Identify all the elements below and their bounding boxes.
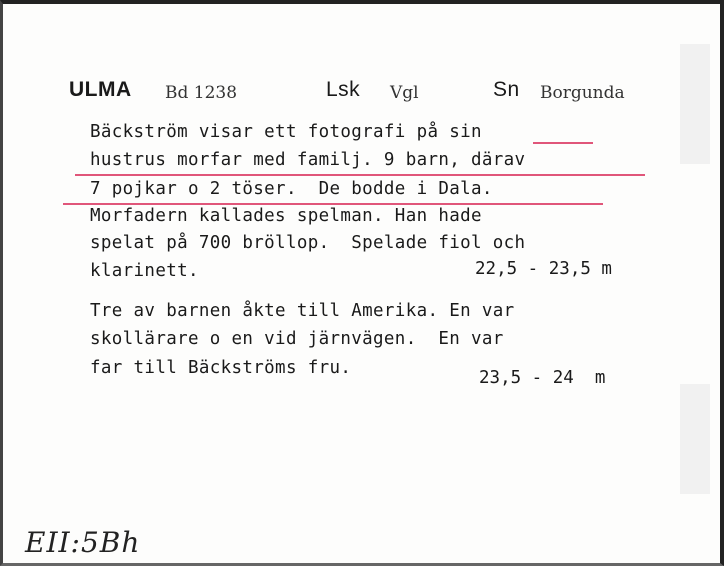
sn-label: Sn: [493, 78, 520, 101]
card-name: ULMA: [69, 78, 132, 101]
text-line: skollärare o en vid järnvägen. En var: [90, 329, 504, 349]
text-line: 7 pojkar o 2 töser. De bodde i Dala.: [90, 179, 493, 199]
text-line: klarinett.: [90, 261, 199, 281]
card-ref: Bd 1238: [165, 83, 238, 103]
text-line: hustrus morfar med familj. 9 barn, därav: [90, 150, 526, 170]
lsk-value: Vgl: [390, 83, 419, 103]
lsk-label: Lsk: [326, 78, 361, 101]
measurement: 23,5 - 24 m: [479, 368, 606, 388]
scan-smudge: [680, 44, 710, 164]
text-line: Bäckström visar ett fotografi på sin: [90, 122, 482, 142]
measurement: 22,5 - 23,5 m: [475, 259, 612, 279]
sn-value: Borgunda: [540, 83, 625, 103]
archive-signum: EII:5Bh: [25, 526, 141, 559]
text-line: Tre av barnen åkte till Amerika. En var: [90, 301, 515, 321]
pink-underline: [75, 174, 645, 176]
scan-smudge: [680, 384, 710, 494]
text-line: Morfadern kallades spelman. Han hade: [90, 206, 482, 226]
pink-underline: [533, 142, 593, 144]
pink-underline: [63, 203, 603, 205]
text-line: spelat på 700 bröllop. Spelade fiol och: [90, 233, 526, 253]
text-line: far till Bäckströms fru.: [90, 358, 352, 378]
